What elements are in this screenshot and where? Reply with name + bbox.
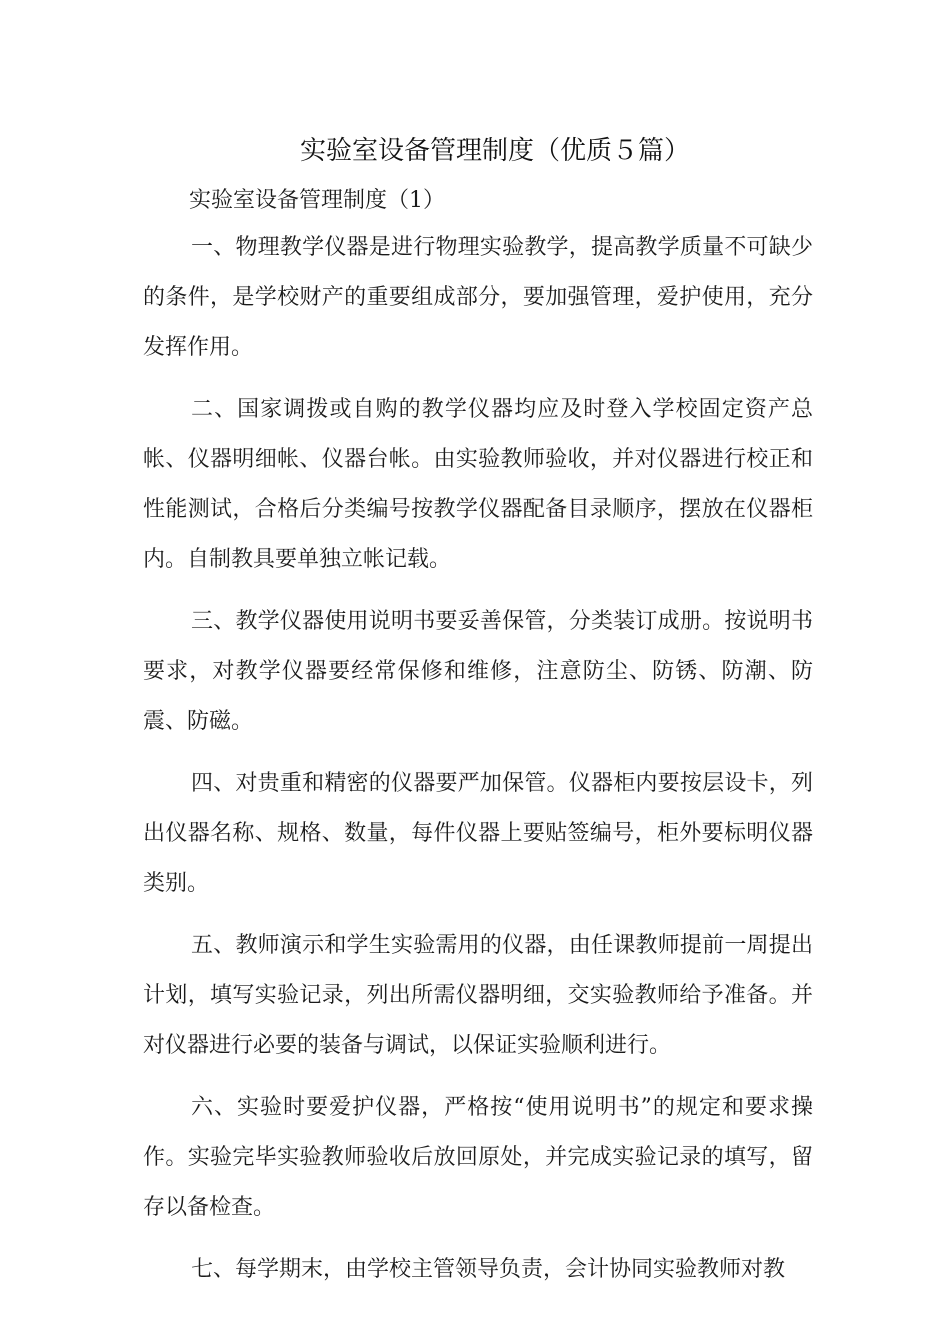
section-heading: 实验室设备管理制度（1） (189, 188, 445, 213)
document-title: 实验室设备管理制度（优质５篇） (299, 136, 690, 166)
paragraph-2: 二、国家调拨或自购的教学仪器均应及时登入学校固定资产总帐、仪器明细帐、仪器台帐。由实验教师验收，并对仪器进行校正和性能测试，合格后分类编号按教学仪器配备目录顺序，摆放在仪器柜内。自制教具要单独立帐记载。 (143, 397, 813, 572)
paragraph-1: 一、物理教学仪器是进行物理实验教学，提高教学质量不可缺少的条件，是学校财产的重要组成部分，要加强管理，爱护使用，充分发挥作用。 (143, 235, 813, 360)
paragraph-4: 四、对贵重和精密的仪器要严加保管。仪器柜内要按层设卡，列出仪器名称、规格、数量，每件仪器上要贴签编号，柜外要标明仪器类别。 (143, 771, 813, 896)
paragraph-3: 三、教学仪器使用说明书要妥善保管，分类装订成册。按说明书要求，对教学仪器要经常保修和维修，注意防尘、防锈、防潮、防震、防磁。 (143, 609, 813, 734)
paragraph-6: 六、实验时要爱护仪器，严格按“使用说明书”的规定和要求操作。实验完毕实验教师验收后放回原处，并完成实验记录的填写，留存以备检查。 (143, 1095, 813, 1220)
document-body (143, 183, 813, 1307)
paragraph-5: 五、教师演示和学生实验需用的仪器，由任课教师提前一周提出计划，填写实验记录，列出所需仪器明细，交实验教师给予准备。并对仪器进行必要的装备与调试，以保证实验顺利进行。 (143, 933, 813, 1058)
paragraph-7: 七、每学期末，由学校主管领导负责，会计协同实验教师对教 (191, 1257, 786, 1282)
